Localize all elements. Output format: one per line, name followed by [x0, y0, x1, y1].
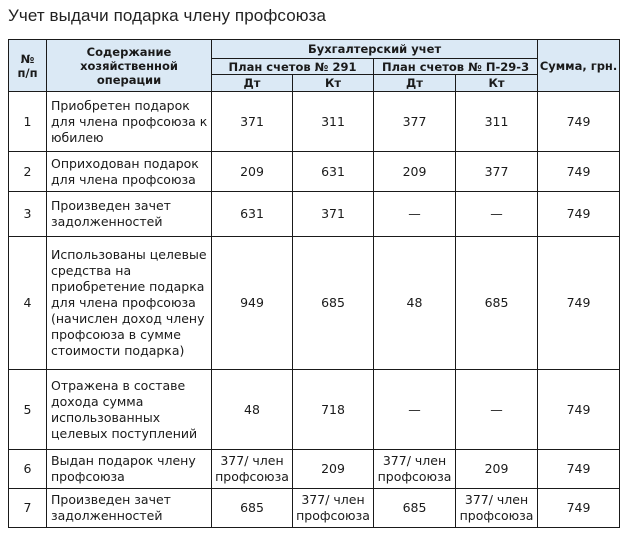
row-description: Использованы целевые средства на приобретение подарка для члена профсоюза (начислен доход члену профсоюза в сумме стоимости подарка)	[47, 237, 212, 370]
table-row	[9, 192, 620, 237]
row-description: Отражена в составе дохода сумма использованных целевых поступлений	[47, 370, 212, 450]
row-number: 5	[9, 370, 47, 450]
row-dt-291: 685	[212, 489, 293, 528]
row-kt-p29-3: 377	[456, 152, 538, 192]
row-description: Выдан подарок члену профсоюза	[47, 450, 212, 489]
header-num: № п/п	[9, 40, 47, 92]
row-dt-p29-3: 377/ член профсоюза	[374, 450, 456, 489]
row-description: Приобретен подарок для члена профсоюза к юбилею	[47, 92, 212, 152]
row-sum: 749	[538, 489, 620, 528]
header-plan-291: План счетов № 291	[212, 59, 374, 75]
header-accounting: Бухгалтерский учет	[212, 40, 538, 59]
row-sum: 749	[538, 370, 620, 450]
row-dt-291: 209	[212, 152, 293, 192]
header-dt-p29-3: Дт	[374, 75, 456, 92]
row-dt-p29-3: 377	[374, 92, 456, 152]
row-number: 2	[9, 152, 47, 192]
row-dt-291: 631	[212, 192, 293, 237]
header-dt-291: Дт	[212, 75, 293, 92]
row-sum: 749	[538, 152, 620, 192]
row-dt-291: 48	[212, 370, 293, 450]
row-dt-p29-3: 48	[374, 237, 456, 370]
header-kt-p29-3: Кт	[456, 75, 538, 92]
row-dt-p29-3: —	[374, 192, 456, 237]
row-number: 3	[9, 192, 47, 237]
row-sum: 749	[538, 92, 620, 152]
row-number: 4	[9, 237, 47, 370]
row-kt-291: 685	[293, 237, 374, 370]
row-sum: 749	[538, 450, 620, 489]
row-dt-291: 371	[212, 92, 293, 152]
row-kt-p29-3: 685	[456, 237, 538, 370]
table-row	[9, 489, 620, 528]
row-sum: 749	[538, 237, 620, 370]
row-kt-291: 209	[293, 450, 374, 489]
row-description: Произведен зачет задолженностей	[47, 489, 212, 528]
row-kt-291: 311	[293, 92, 374, 152]
table-row	[9, 370, 620, 450]
row-number: 6	[9, 450, 47, 489]
table-row	[9, 152, 620, 192]
row-kt-p29-3: 209	[456, 450, 538, 489]
row-kt-291: 631	[293, 152, 374, 192]
row-description: Произведен зачет задолженностей	[47, 192, 212, 237]
gift-accounting-table	[8, 39, 620, 528]
row-description: Оприходован подарок для члена профсоюза	[47, 152, 212, 192]
row-dt-p29-3: —	[374, 370, 456, 450]
header-content: Содержание хозяйственной операции	[47, 40, 212, 92]
table-row	[9, 92, 620, 152]
row-kt-p29-3: —	[456, 370, 538, 450]
row-dt-p29-3: 685	[374, 489, 456, 528]
row-kt-p29-3: 311	[456, 92, 538, 152]
table-row	[9, 450, 620, 489]
row-kt-291: 377/ член профсоюза	[293, 489, 374, 528]
row-dt-291: 949	[212, 237, 293, 370]
row-kt-p29-3: 377/ член профсоюза	[456, 489, 538, 528]
header-plan-p29-3: План счетов № П-29-3	[374, 59, 538, 75]
row-number: 7	[9, 489, 47, 528]
row-kt-291: 718	[293, 370, 374, 450]
page-title: Учет выдачи подарка члену профсоюза	[8, 6, 327, 25]
row-sum: 749	[538, 192, 620, 237]
table-row	[9, 237, 620, 370]
header-kt-291: Кт	[293, 75, 374, 92]
row-number: 1	[9, 92, 47, 152]
row-kt-p29-3: —	[456, 192, 538, 237]
header-sum: Сумма, грн.	[538, 40, 620, 92]
row-dt-291: 377/ член профсоюза	[212, 450, 293, 489]
row-kt-291: 371	[293, 192, 374, 237]
row-dt-p29-3: 209	[374, 152, 456, 192]
